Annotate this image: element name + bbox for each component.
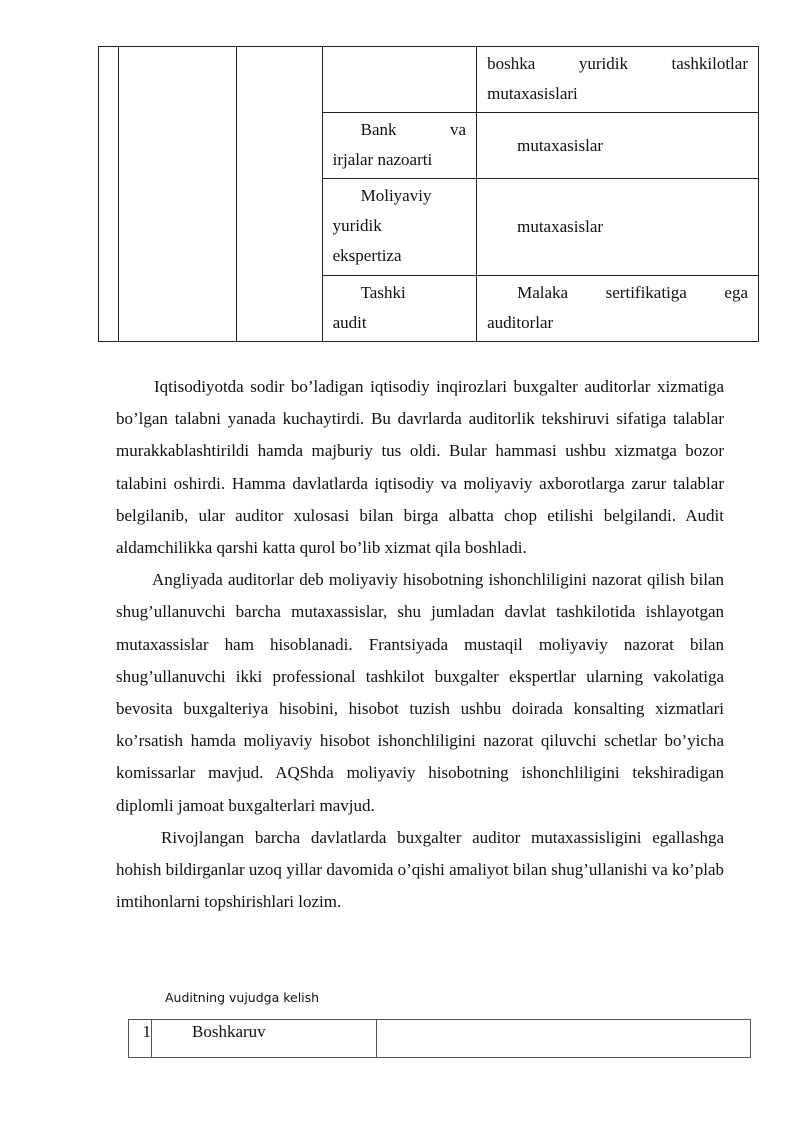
cell-line: Bank va bbox=[360, 120, 467, 139]
table-cell bbox=[118, 47, 237, 342]
table-cell: Boshkaruv bbox=[152, 1020, 377, 1058]
cell-line: yuridik bbox=[332, 216, 382, 235]
cell-line: Moliyaviy bbox=[360, 186, 432, 205]
table-cell bbox=[322, 113, 477, 179]
body-text bbox=[116, 371, 724, 918]
table-cell bbox=[477, 47, 759, 113]
table-cell bbox=[477, 276, 759, 342]
cell-text: mutaxasislar bbox=[517, 135, 604, 155]
table-caption: Auditning vujudga kelish bbox=[165, 990, 320, 1005]
table-row bbox=[129, 1020, 751, 1058]
table-cell bbox=[322, 47, 477, 113]
cell-text: Malaka sertifikatiga ega auditorlar bbox=[487, 283, 748, 332]
table-cell bbox=[237, 47, 322, 342]
top-table bbox=[98, 46, 759, 342]
table-row bbox=[99, 47, 759, 113]
cell-line: ekspertiza bbox=[332, 246, 402, 265]
cell-line: irjalar nazoarti bbox=[332, 150, 433, 169]
cell-text: mutaxasislar bbox=[517, 217, 604, 236]
paragraph: Rivojlangan barcha davlatlarda buxgalter auditor mutaxassisligini egallashga hohish bildirganlar uzoq yillar davomida o’qishi amaliyot bilan shug’ullanishi va ko’plab imtihonlarni topshirishlari lozim. bbox=[116, 827, 724, 912]
table-cell bbox=[99, 47, 119, 342]
table-cell bbox=[322, 179, 477, 276]
cell-line: Tashki bbox=[360, 283, 406, 302]
cell-line: audit bbox=[332, 313, 367, 332]
bottom-table bbox=[128, 1019, 751, 1058]
table-cell bbox=[377, 1020, 751, 1058]
cell-text: boshka yuridik tashkilotlar mutaxasislari bbox=[487, 54, 748, 103]
table-cell bbox=[477, 179, 759, 276]
row-number: 1 bbox=[129, 1020, 152, 1058]
table-cell bbox=[477, 113, 759, 179]
paragraph: Angliyada auditorlar deb moliyaviy hisobotning ishonchliligini nazorat qilish bilan shug’ullanuvchi barcha mutaxassislar, shu jumladan davlat tashkilotida ishlayotgan mutaxassislar ham hisoblanadi. Frantsiyada mustaqil moliyaviy nazorat bilan shug’ullanuvchi ikki professional tashkilot buxgalter ekspertlar ularning vakolatiga bevosita buxgalteriya hisobini, hisobot tuzish ushbu doirada konsalting xizmatlari ko’rsatish hamda moliyaviy hisobot ishonchliligini nazorat qiluvchi schetlar bo’yicha komissarlar mavjud. AQShda moliyaviy hisobotning ishonchliligini tekshiradigan diplomli jamoat buxgalterlari mavjud. bbox=[116, 570, 724, 815]
paragraph: Iqtisodiyotda sodir bo’ladigan iqtisodiy inqirozlari buxgalter auditorlar xizmatiga bo’lgan talabni yanada kuchaytirdi. Bu davrlarda auditorlik tekshiruvi sifatiga talablar murakkablashtirildi hamda majburiy tus oldi. Bular hammasi ushbu xizmatga bozor talabini oshirdi. Hamma davlatlarda iqtisodiy va moliyaviy axborotlarga zarur talablar belgilanib, ular auditor xulosasi bilan birga albatta chop etilishi belgilandi. Audit aldamchilikka qarshi katta qurol bo’lib xizmat qila boshladi. bbox=[116, 377, 724, 558]
table-cell bbox=[322, 276, 477, 342]
